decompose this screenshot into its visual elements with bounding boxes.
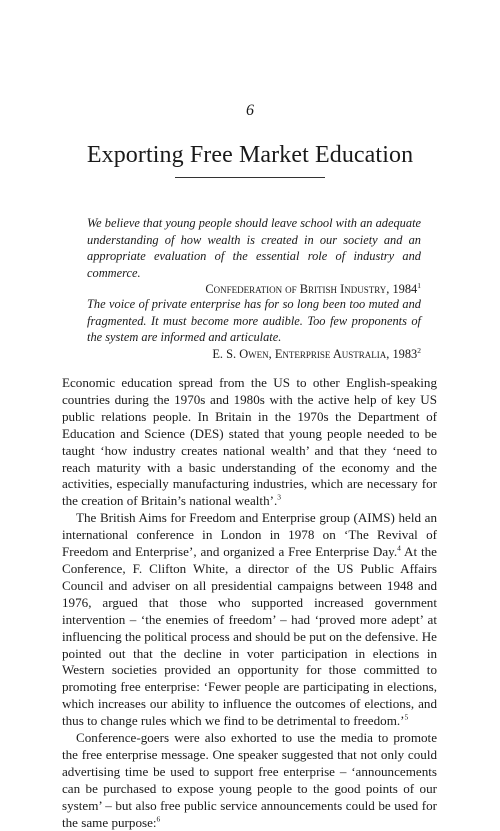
epigraph [87,296,421,362]
footnote-marker: 5 [404,712,409,722]
footnote-marker: 3 [277,492,281,502]
body-text [62,375,437,831]
footnote-marker: 6 [156,814,161,824]
epigraph-source [87,346,421,363]
paragraph-text: The British Aims for Freedom and Enterprise group (AIMS) held an international conference in London in 1978 on ‘The Revival of Freedom and Enterprise’, and organized a Free Enterprise Day. [62,510,437,560]
footnote-marker: 4 [397,543,401,553]
chapter-number: 6 [246,102,254,119]
chapter-title: Exporting Free Market Education [86,142,414,168]
epigraph-quote: The voice of private enterprise has for so long been too muted and fragmented. It must become more audible. Too few proponents of the system are informed and articulate. [87,297,421,344]
epigraph-quote: We believe that young people should leave school with an adequate understanding of how wealth is created in our society and an appropriate evaluation of the essential role of industry and commerce. [87,216,422,280]
epigraph-source-text: E. S. Owen, Enterprise Australia, 1983 [212,346,418,361]
paragraph-text: Conference-goers were also exhorted to use the media to promote the free enterprise message. One speaker suggested that not only could advertising time be used to support free enterprise – ‘announcements can be purchased to expose young people to the good points of our system’ – but also free public service announcements could be used for the same purpose: [62,730,437,830]
paragraph [62,730,437,831]
paragraph [62,510,437,730]
paragraph-text: At the Conference, F. Clifton White, a director of the US Public Affairs Council and adviser on all presidential campaigns between 1948 and 1976, argued that those who supported increased government intervention – ‘the enemies of freedom’ – had ‘proved more adept’ at influencing the political process and should be put on the defensive. He pointed out that the decline in voter participation in elections in Western societies provided an opportunity for those committed to promoting free enterprise: ‘Fewer people are participating in elections, which increases our ability to influence the outcomes of elections, and thus to change rules which we find to be detrimental to freedom.’ [62,544,437,729]
paragraph [62,375,437,510]
title-divider [175,177,325,178]
paragraph-text: Economic education spread from the US to other English-speaking countries during the 1970s and 1980s with the active help of key US public relations people. In Britain in the 1970s the Department of Education and Science (DES) stated that young people needed to be taught ‘how industry creates national wealth’ and that they ‘need to reach maturity with a basic understanding of the economy and the activities, especially manufacturing industries, which are necessary for the creation of Britain’s national wealth’. [62,375,437,509]
epigraph [87,215,421,298]
footnote-marker: 1 [417,280,421,290]
footnote-marker: 2 [417,345,421,355]
epigraph-source-text: Confederation of British Industry, 1984 [205,282,418,296]
